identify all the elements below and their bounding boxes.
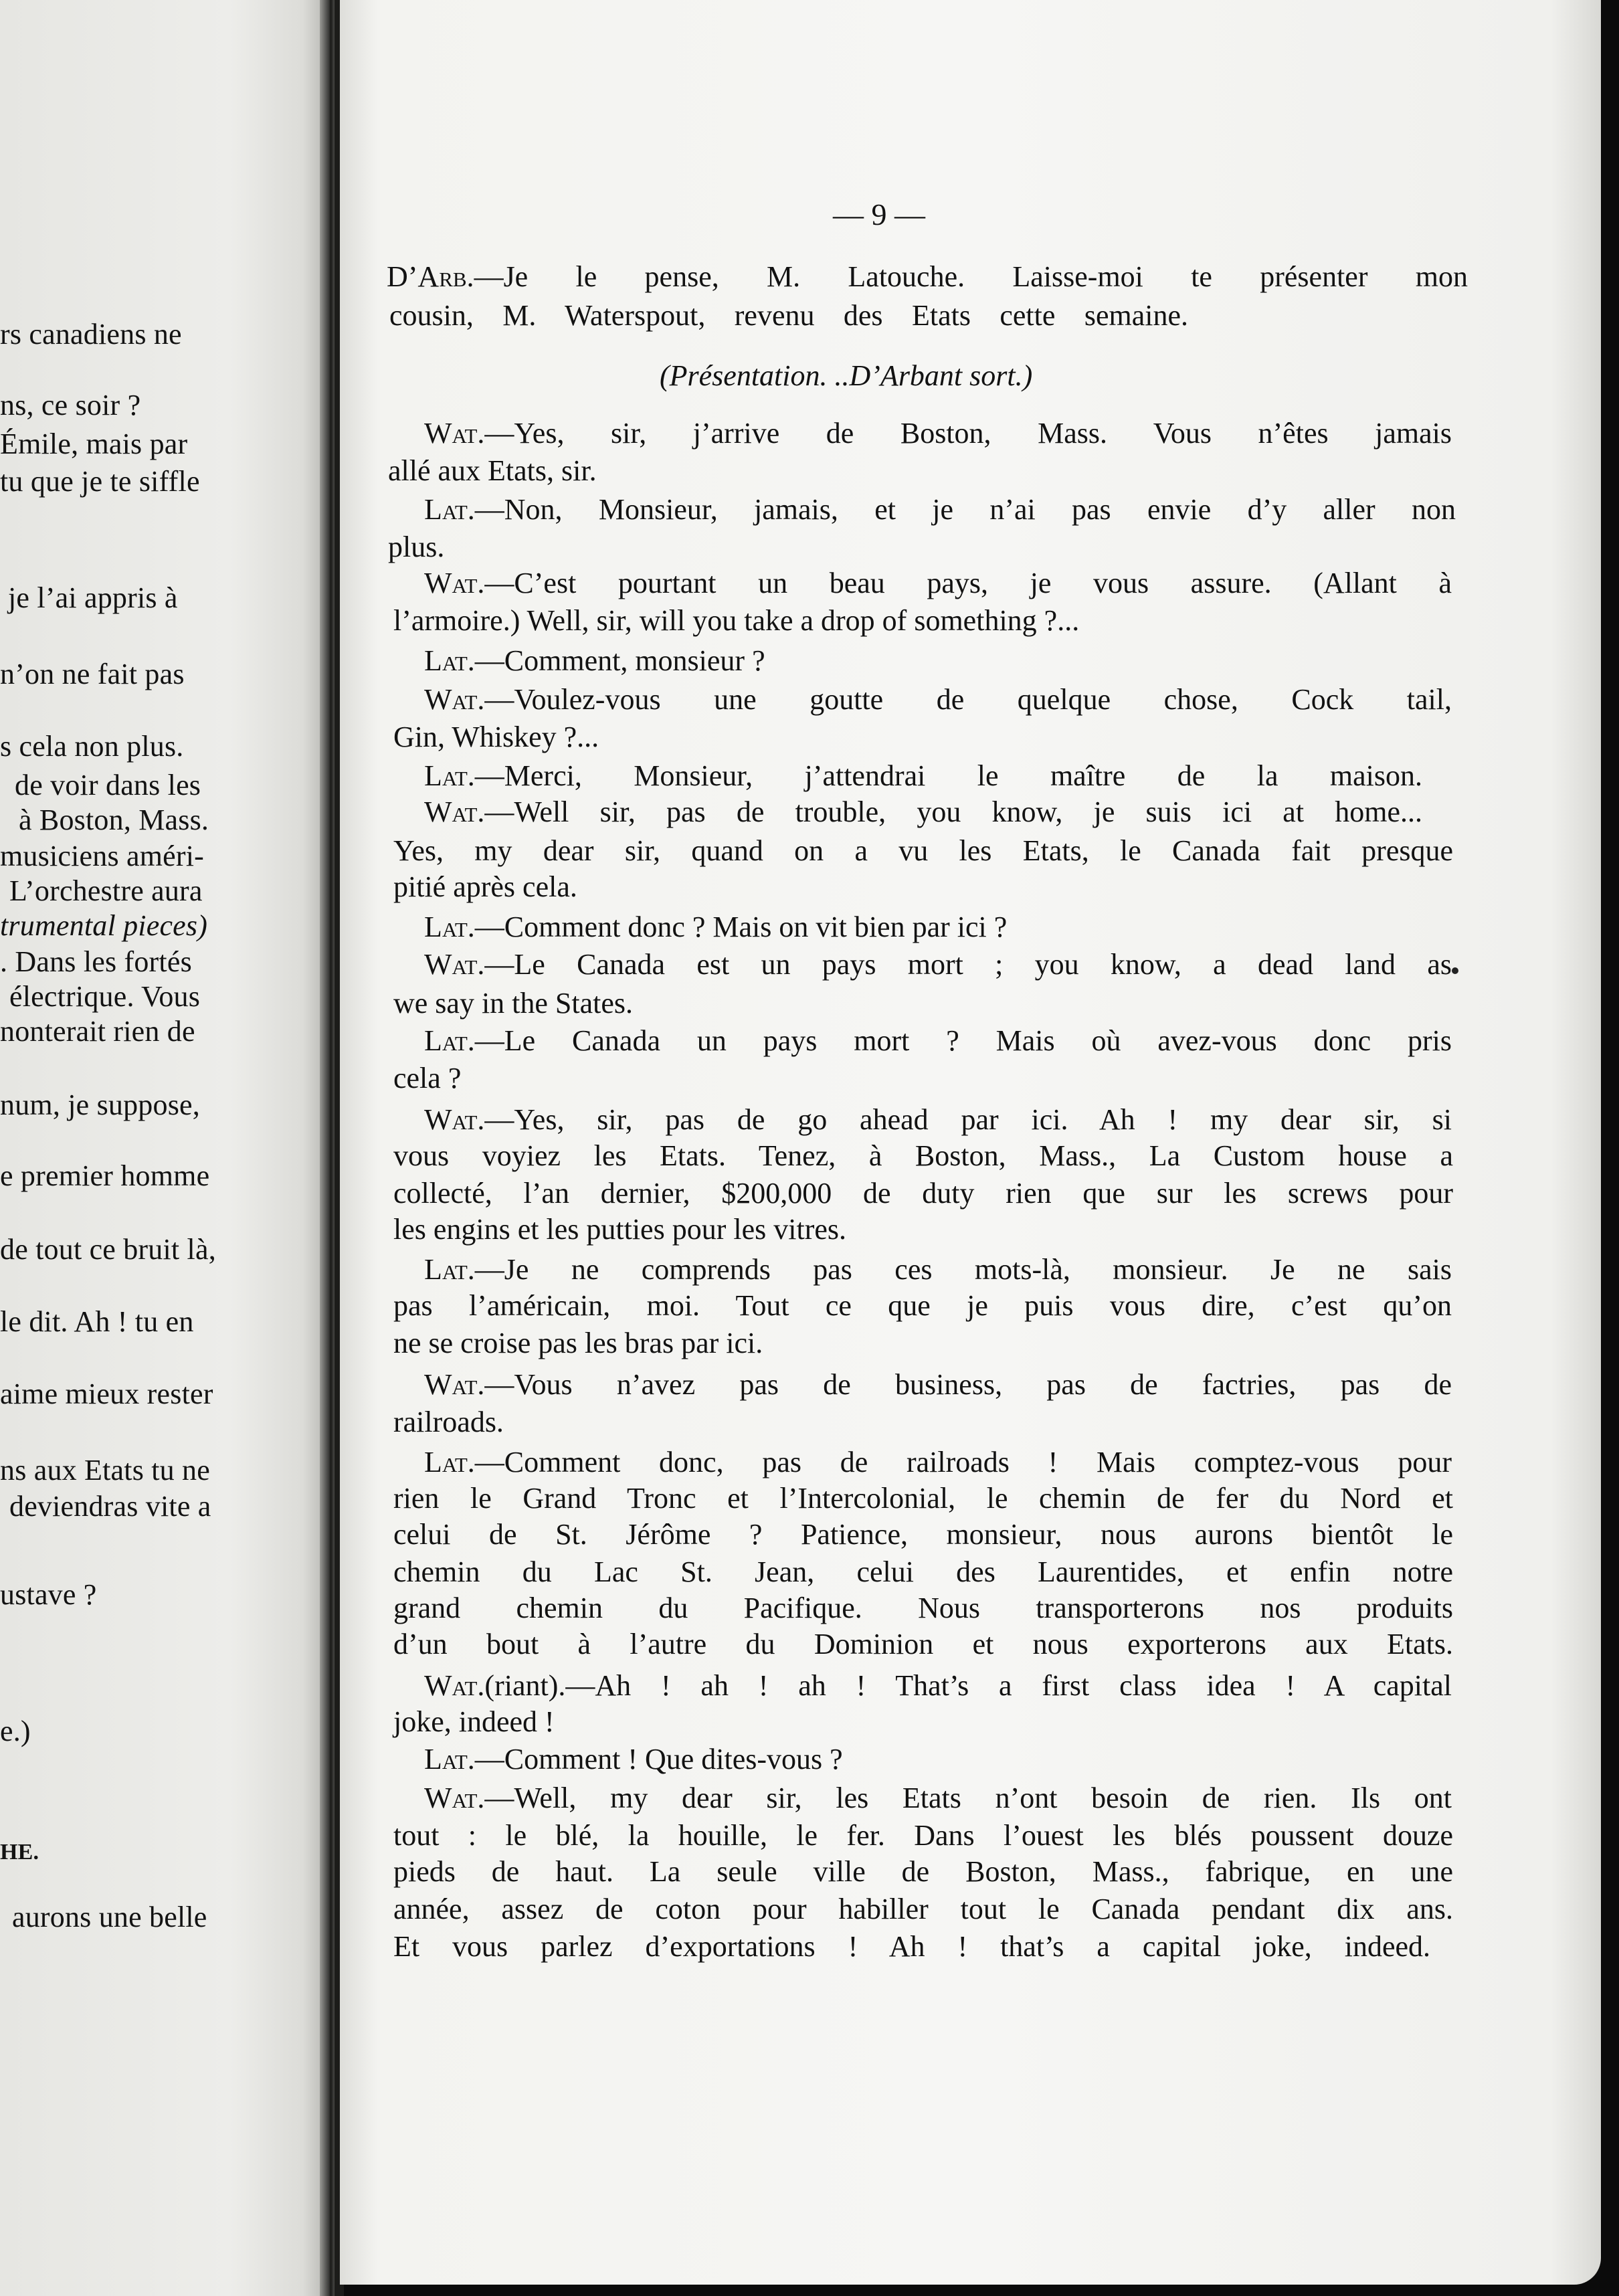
line-text: rien le Grand Tronc et l’Intercolonial, le chemin de fer du Nord et <box>393 1482 1453 1515</box>
line-text: les engins et les putties pour les vitres. <box>393 1213 846 1246</box>
left-line: de tout ce bruit là, <box>0 1233 216 1266</box>
line-text: —Le Canada est un pays mort ; you know, a dead land as <box>484 948 1452 981</box>
text-line <box>424 569 1452 598</box>
left-line: musiciens améri- <box>0 840 204 872</box>
text-line <box>393 1141 1453 1171</box>
left-line: L’orchestre aura <box>9 874 203 907</box>
text-line <box>393 1707 555 1737</box>
left-line: n’on ne fait pas <box>0 658 185 690</box>
text-line <box>393 1064 461 1093</box>
text-line <box>424 1255 1452 1284</box>
left-line: ns, ce soir ? <box>0 389 141 421</box>
left-line: rs canadiens ne <box>0 318 182 351</box>
line-text: cousin, M. Waterspout, revenu des Etats cette semaine. <box>389 299 1188 332</box>
text-line <box>389 301 1188 330</box>
speaker-name: Wat. <box>424 1669 485 1702</box>
line-text: we say in the States. <box>393 987 634 1020</box>
line-text: Yes, my dear sir, quand on a vu les Etats, le Canada fait presque <box>393 834 1453 867</box>
left-line: de voir dans les <box>15 769 201 801</box>
left-line: électrique. Vous <box>9 980 201 1013</box>
text-line <box>424 1784 1452 1813</box>
speaker-name: Wat. <box>424 1368 485 1401</box>
text-line <box>424 950 1452 979</box>
line-text: ne se croise pas les bras par ici. <box>393 1327 763 1359</box>
left-line: aime mieux rester <box>0 1377 213 1410</box>
line-text: d’un bout à l’autre du Dominion et nous exporterons aux Etats. <box>393 1628 1453 1660</box>
text-line <box>393 836 1453 866</box>
line-text: pas l’américain, moi. Tout ce que je puis vous dire, c’est qu’on <box>393 1289 1452 1322</box>
line-text: —Comment donc, pas de railroads ! Mais comptez-vous pour <box>474 1446 1452 1478</box>
speaker-name: Lat. <box>424 493 475 526</box>
line-text: —C’est pourtant un beau pays, je vous assure. (Allant à <box>484 567 1452 599</box>
left-line: à Boston, Mass. <box>19 803 209 836</box>
speaker-name: Wat. <box>424 683 485 716</box>
speaker-name: Wat. <box>424 567 485 599</box>
left-line: le dit. Ah ! tu en <box>0 1305 194 1338</box>
text-line <box>424 1026 1452 1056</box>
text-line <box>424 1105 1452 1135</box>
line-text: —Je le pense, M. Latouche. Laisse-moi te présenter mon <box>474 260 1468 293</box>
line-text: Gin, Whiskey ?... <box>393 721 599 753</box>
line-text: —Non, Monsieur, jamais, et je n’ai pas envie d’y aller non <box>474 493 1456 526</box>
speaker-name: Wat. <box>424 1103 485 1136</box>
speaker-name: Wat. <box>424 795 485 828</box>
line-text: Et vous parlez d’exportations ! Ah ! that’s a capital joke, indeed. <box>393 1930 1430 1963</box>
text-line <box>393 872 577 902</box>
text-line <box>424 495 1456 524</box>
line-text: —Yes, sir, pas de go ahead par ici. Ah ! my dear sir, si <box>484 1103 1452 1136</box>
page-number: — 9 — <box>833 197 925 231</box>
text-line <box>387 262 1468 292</box>
left-page <box>0 0 329 2296</box>
text-line <box>424 419 1452 448</box>
speaker-name: Lat. <box>424 759 475 792</box>
right-page <box>340 0 1601 2285</box>
speaker-name: Wat. <box>424 1782 485 1814</box>
text-line <box>424 761 1422 791</box>
text-line <box>393 1557 1453 1587</box>
line-text: —Well, my dear sir, les Etats n’ont besoin de rien. Ils ont <box>484 1782 1452 1814</box>
speaker-name: D’Arb. <box>387 260 474 293</box>
text-line <box>424 1448 1452 1477</box>
text-line <box>393 723 599 752</box>
line-text: —Comment, monsieur ? <box>474 644 765 677</box>
line-text: l’armoire.) Well, sir, will you take a drop of something ?... <box>393 604 1080 637</box>
line-text: pieds de haut. La seule ville de Boston, Mass., fabrique, en une <box>393 1855 1453 1888</box>
line-text: —Comment ! Que dites-vous ? <box>474 1743 843 1776</box>
text-line <box>424 646 765 676</box>
text-line <box>393 989 633 1018</box>
left-line: num, je suppose, <box>0 1088 200 1121</box>
margin-dot <box>1452 967 1458 974</box>
line-text: (riant).—Ah ! ah ! ah ! That’s a first class idea ! A capital <box>484 1669 1452 1702</box>
line-text: —Vous n’avez pas de business, pas de factries, pas de <box>484 1368 1452 1401</box>
left-line: deviendras vite a <box>9 1490 211 1523</box>
left-line: Émile, mais par <box>0 427 188 460</box>
line-text: —Voulez-vous une goutte de quelque chose, Cock tail, <box>484 683 1452 716</box>
text-line <box>388 533 444 562</box>
line-text: —Yes, sir, j’arrive de Boston, Mass. Vous n’êtes jamais <box>484 417 1452 450</box>
text-line <box>393 1895 1453 1924</box>
text-line <box>393 1408 504 1437</box>
text-line <box>393 1821 1453 1850</box>
text-line <box>388 456 597 486</box>
text-line <box>393 1484 1453 1513</box>
left-line: HE. <box>0 1840 39 1864</box>
left-line: je l’ai appris à <box>8 581 178 614</box>
left-line: aurons une belle <box>12 1901 207 1933</box>
text-line <box>393 1520 1453 1549</box>
line-text: —Je ne comprends pas ces mots-là, monsieur. Je ne sais <box>474 1253 1452 1286</box>
text-line <box>424 685 1452 714</box>
speaker-name: Lat. <box>424 911 475 943</box>
text-line <box>393 1291 1452 1321</box>
line-text: railroads. <box>393 1406 504 1438</box>
left-line: e premier homme <box>0 1159 210 1192</box>
text-line <box>424 1745 843 1774</box>
line-text: —Merci, Monsieur, j’attendrai le maître de la maison. <box>474 759 1422 792</box>
text-line <box>393 1179 1453 1208</box>
line-text: celui de St. Jérôme ? Patience, monsieur, nous aurons bientôt le <box>393 1518 1453 1551</box>
text-line <box>393 606 1079 636</box>
line-text: vous voyiez les Etats. Tenez, à Boston, Mass., La Custom house a <box>393 1139 1453 1172</box>
text-line <box>660 361 1032 391</box>
left-line: tu que je te siffle <box>0 465 200 498</box>
left-line: s cela non plus. <box>0 730 184 763</box>
text-line <box>393 1857 1453 1887</box>
speaker-name: Wat. <box>424 417 485 450</box>
line-text: allé aux Etats, sir. <box>388 454 597 487</box>
line-text: collecté, l’an dernier, $200,000 de duty rien que sur les screws pour <box>393 1177 1453 1210</box>
line-text: —Well sir, pas de trouble, you know, je suis ici at home... <box>484 795 1422 828</box>
speaker-name: Lat. <box>424 1253 475 1286</box>
text-line <box>424 913 1007 942</box>
text-line <box>393 1215 846 1244</box>
line-text: —Le Canada un pays mort ? Mais où avez-vous donc pris <box>474 1024 1452 1057</box>
line-text: plus. <box>388 531 445 563</box>
speaker-name: Lat. <box>424 1446 475 1478</box>
left-line: ustave ? <box>0 1578 97 1611</box>
line-text: pitié après cela. <box>393 870 577 903</box>
speaker-name: Lat. <box>424 1743 475 1776</box>
left-line: . Dans les fortés <box>0 945 192 978</box>
line-text: chemin du Lac St. Jean, celui des Laurentides, et enfin notre <box>393 1555 1453 1588</box>
speaker-name: Lat. <box>424 1024 475 1057</box>
line-text: grand chemin du Pacifique. Nous transporterons nos produits <box>393 1592 1453 1624</box>
left-line: trumental pieces) <box>0 909 208 942</box>
left-line: ns aux Etats tu ne <box>0 1454 210 1487</box>
left-line: nonterait rien de <box>0 1015 195 1048</box>
speaker-name: Wat. <box>424 948 485 981</box>
text-line <box>393 1594 1453 1623</box>
line-text: cela ? <box>393 1062 462 1094</box>
text-line <box>393 1329 763 1358</box>
text-line <box>393 1932 1430 1962</box>
line-text: (Présentation. ..D’Arbant sort.) <box>660 359 1033 392</box>
line-text: année, assez de coton pour habiller tout le Canada pendant dix ans. <box>393 1893 1453 1925</box>
text-line <box>424 1671 1452 1701</box>
line-text: —Comment donc ? Mais on vit bien par ici ? <box>474 911 1008 943</box>
left-line: e.) <box>0 1715 31 1747</box>
text-line <box>424 797 1422 827</box>
text-line <box>424 1370 1452 1400</box>
line-text: joke, indeed ! <box>393 1705 555 1738</box>
line-text: tout : le blé, la houille, le fer. Dans l’ouest les blés poussent douze <box>393 1819 1453 1852</box>
text-line <box>393 1630 1453 1659</box>
speaker-name: Lat. <box>424 644 475 677</box>
